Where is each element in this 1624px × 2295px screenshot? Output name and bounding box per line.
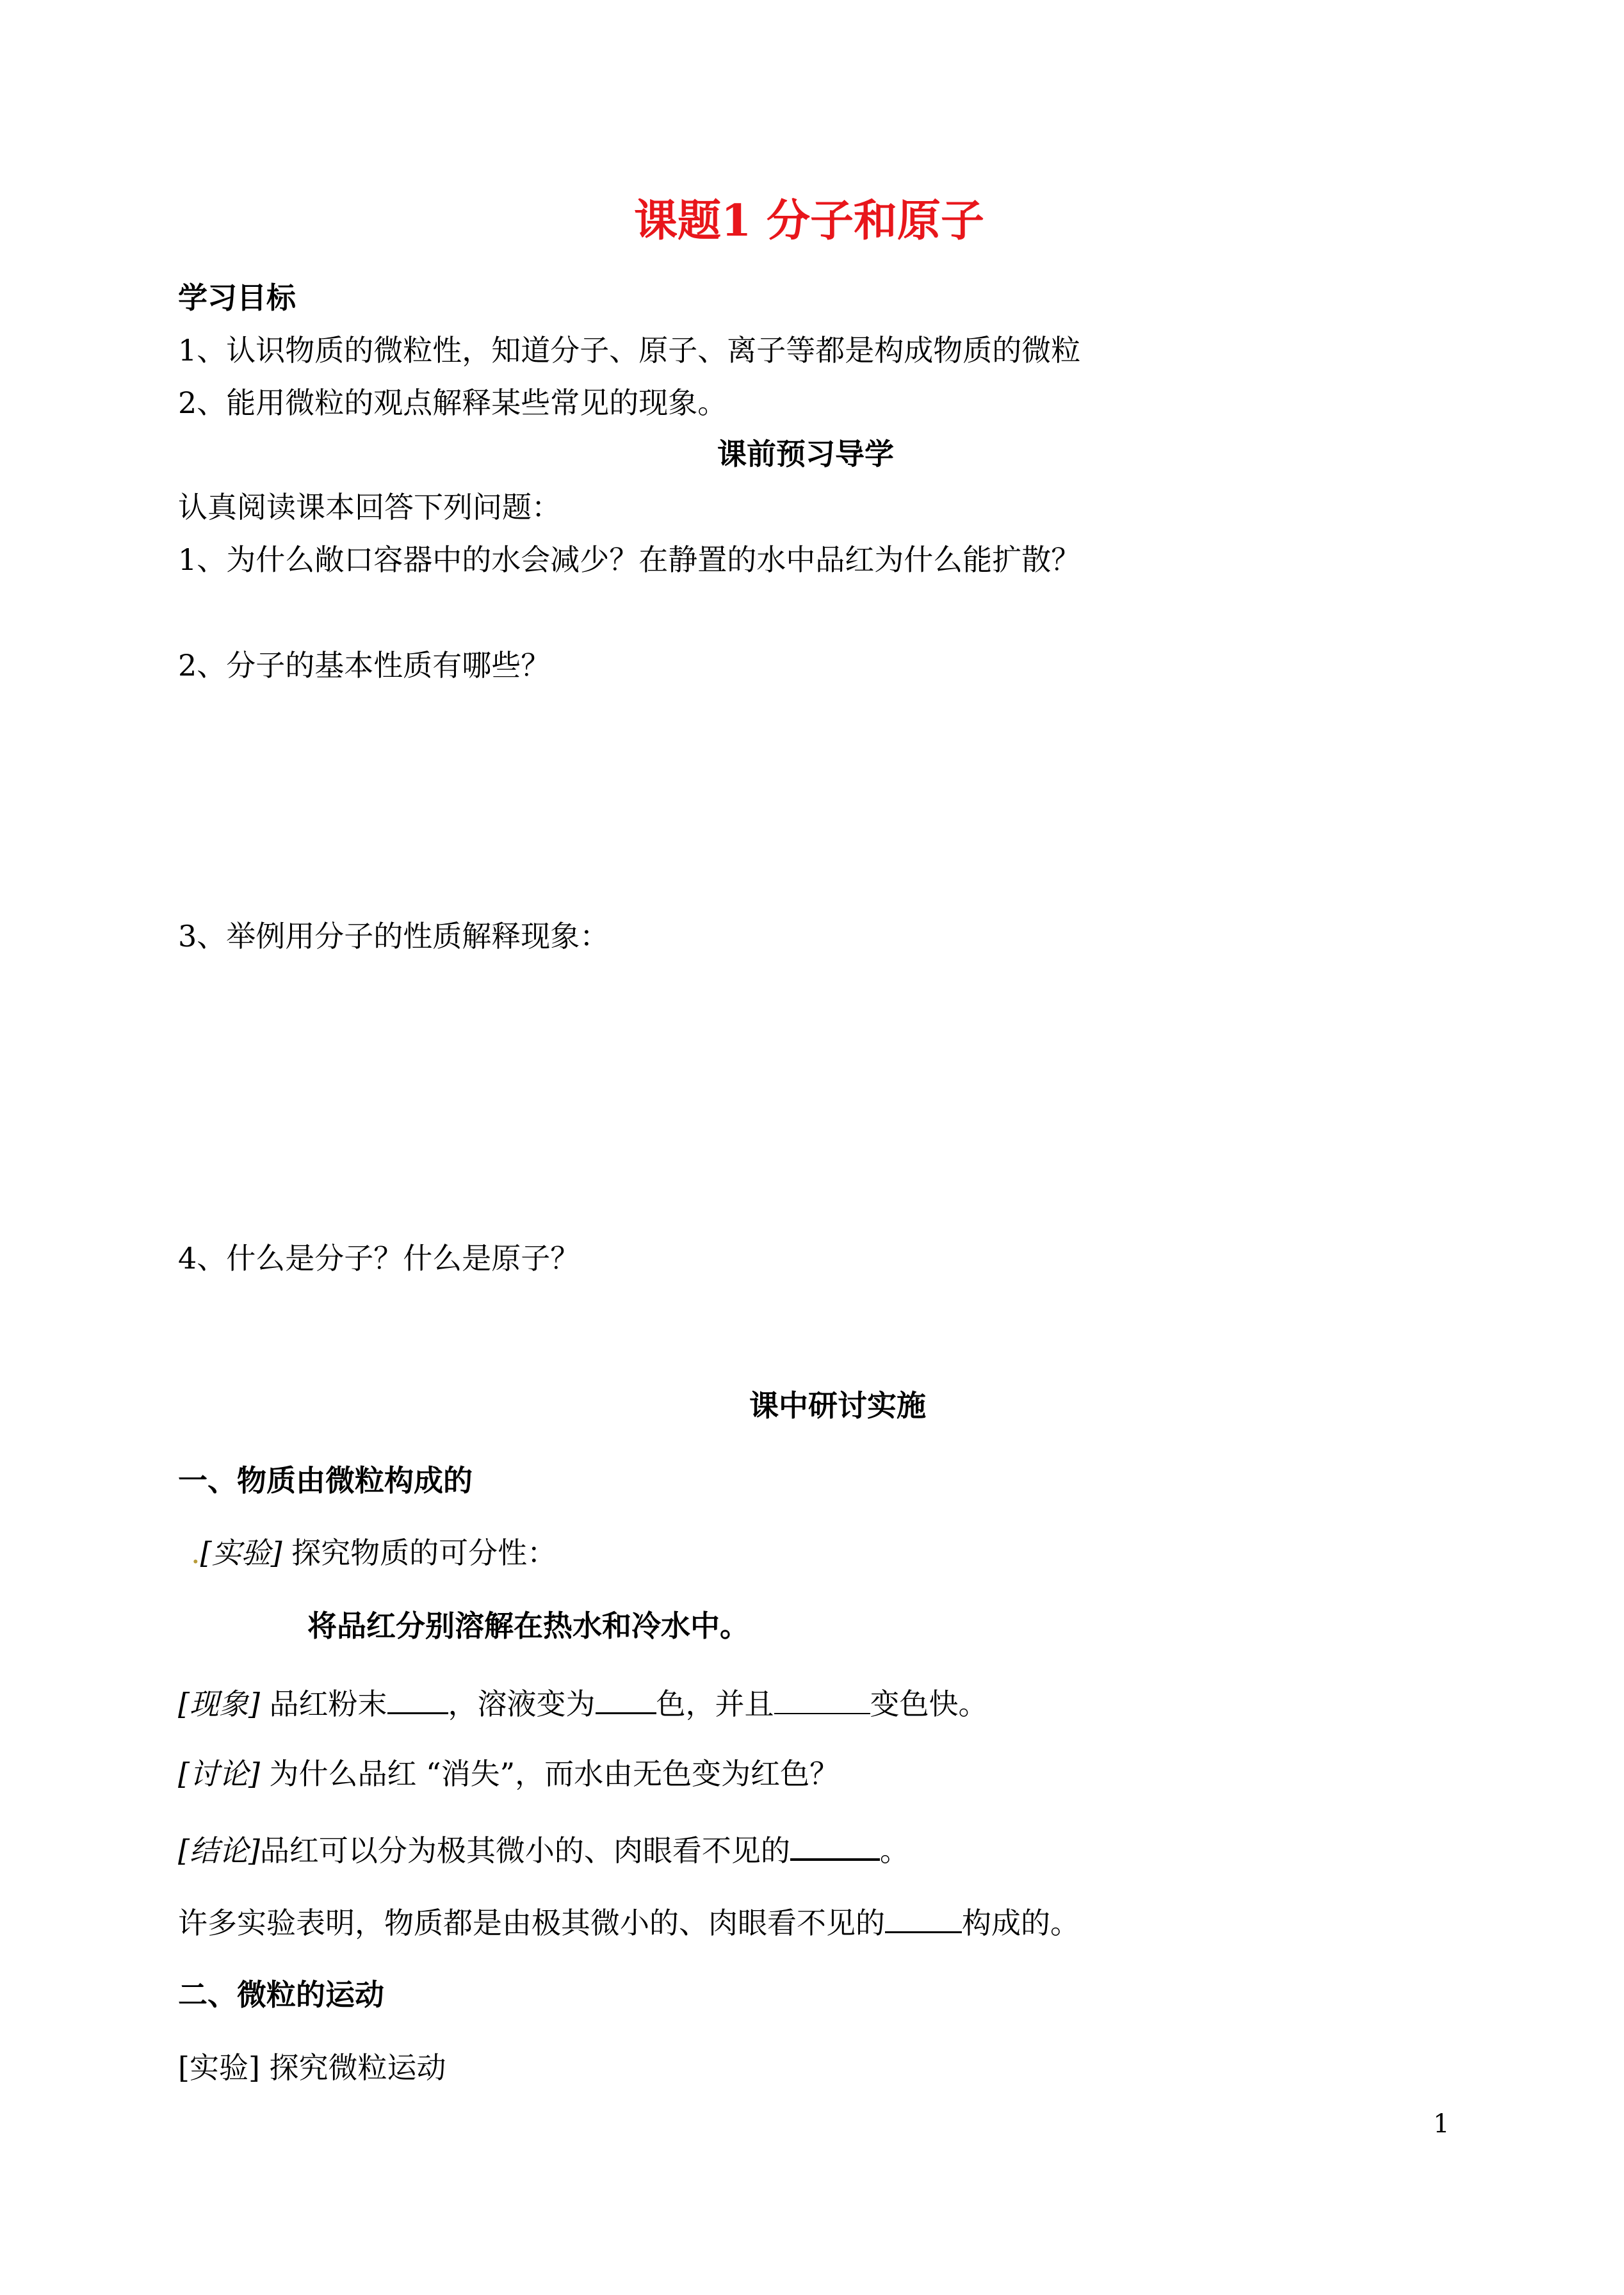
- conclusion-text: 。: [879, 1833, 909, 1868]
- experiment-tag: [实验]: [200, 1536, 282, 1570]
- answer-blank[interactable]: [885, 1903, 962, 1933]
- phenomenon-text: 变色快。: [870, 1687, 988, 1721]
- phenomenon-line: [178, 1684, 988, 1722]
- section-heading: 一、物质由微粒构成的: [178, 1463, 473, 1498]
- mark-dot: .: [191, 1536, 200, 1570]
- answer-blank[interactable]: [387, 1684, 448, 1714]
- preview-question: 1、为什么敞口容器中的水会减少？在静置的水中品红为什么能扩散？: [178, 542, 1081, 577]
- preview-question: 3、举例用分子的性质解释现象：: [178, 919, 610, 953]
- discussion-line: [178, 1756, 839, 1792]
- discussion-text: 为什么品红 “消失”，而水由无色变为红色？: [269, 1756, 840, 1791]
- page-number: 1: [1433, 2109, 1450, 2139]
- objective-item: 2、能用微粒的观点解释某些常见的现象。: [178, 385, 727, 420]
- summary-text: 构成的。: [962, 1906, 1080, 1940]
- objectives-heading: 学习目标: [178, 280, 296, 315]
- summary-line: [178, 1903, 1080, 1941]
- preview-intro: 认真阅读课本回答下列问题：: [178, 490, 561, 524]
- experiment-line: [191, 1536, 556, 1571]
- phenomenon-text: 色，并且: [656, 1687, 774, 1721]
- preview-question: 2、分子的基本性质有哪些？: [178, 648, 551, 683]
- experiment-text: 探究微粒运动: [269, 2050, 446, 2085]
- objective-item: 1、认识物质的微粒性，知道分子、原子、离子等都是构成物质的微粒: [178, 333, 1081, 368]
- experiment-tag: [实验]: [178, 2050, 260, 2085]
- experiment-line: [178, 2050, 446, 2086]
- preview-heading: 课前预习导学: [717, 437, 894, 471]
- conclusion-tag: [结论]: [178, 1833, 260, 1868]
- section-heading: 二、微粒的运动: [178, 1977, 384, 2012]
- answer-blank[interactable]: [790, 1830, 880, 1861]
- preview-question: 4、什么是分子？什么是原子？: [178, 1241, 580, 1276]
- conclusion-text: 品红可以分为极其微小的、肉眼看不见的: [259, 1833, 790, 1868]
- phenomenon-text: ，溶液变为: [448, 1687, 596, 1721]
- phenomenon-tag: [现象]: [178, 1687, 260, 1721]
- summary-text: 许多实验表明，物质都是由极其微小的、肉眼看不见的: [178, 1906, 885, 1940]
- page-title: 课题1 分子和原子: [634, 195, 984, 247]
- conclusion-line: [178, 1830, 909, 1869]
- answer-blank[interactable]: [774, 1685, 870, 1714]
- answer-blank[interactable]: [596, 1684, 656, 1714]
- inclass-heading: 课中研讨实施: [749, 1388, 926, 1423]
- phenomenon-text: 品红粉末: [269, 1687, 387, 1721]
- experiment-step: 将品红分别溶解在热水和冷水中。: [307, 1609, 749, 1643]
- experiment-text: 探究物质的可分性：: [291, 1536, 557, 1570]
- discussion-tag: [讨论]: [178, 1756, 260, 1791]
